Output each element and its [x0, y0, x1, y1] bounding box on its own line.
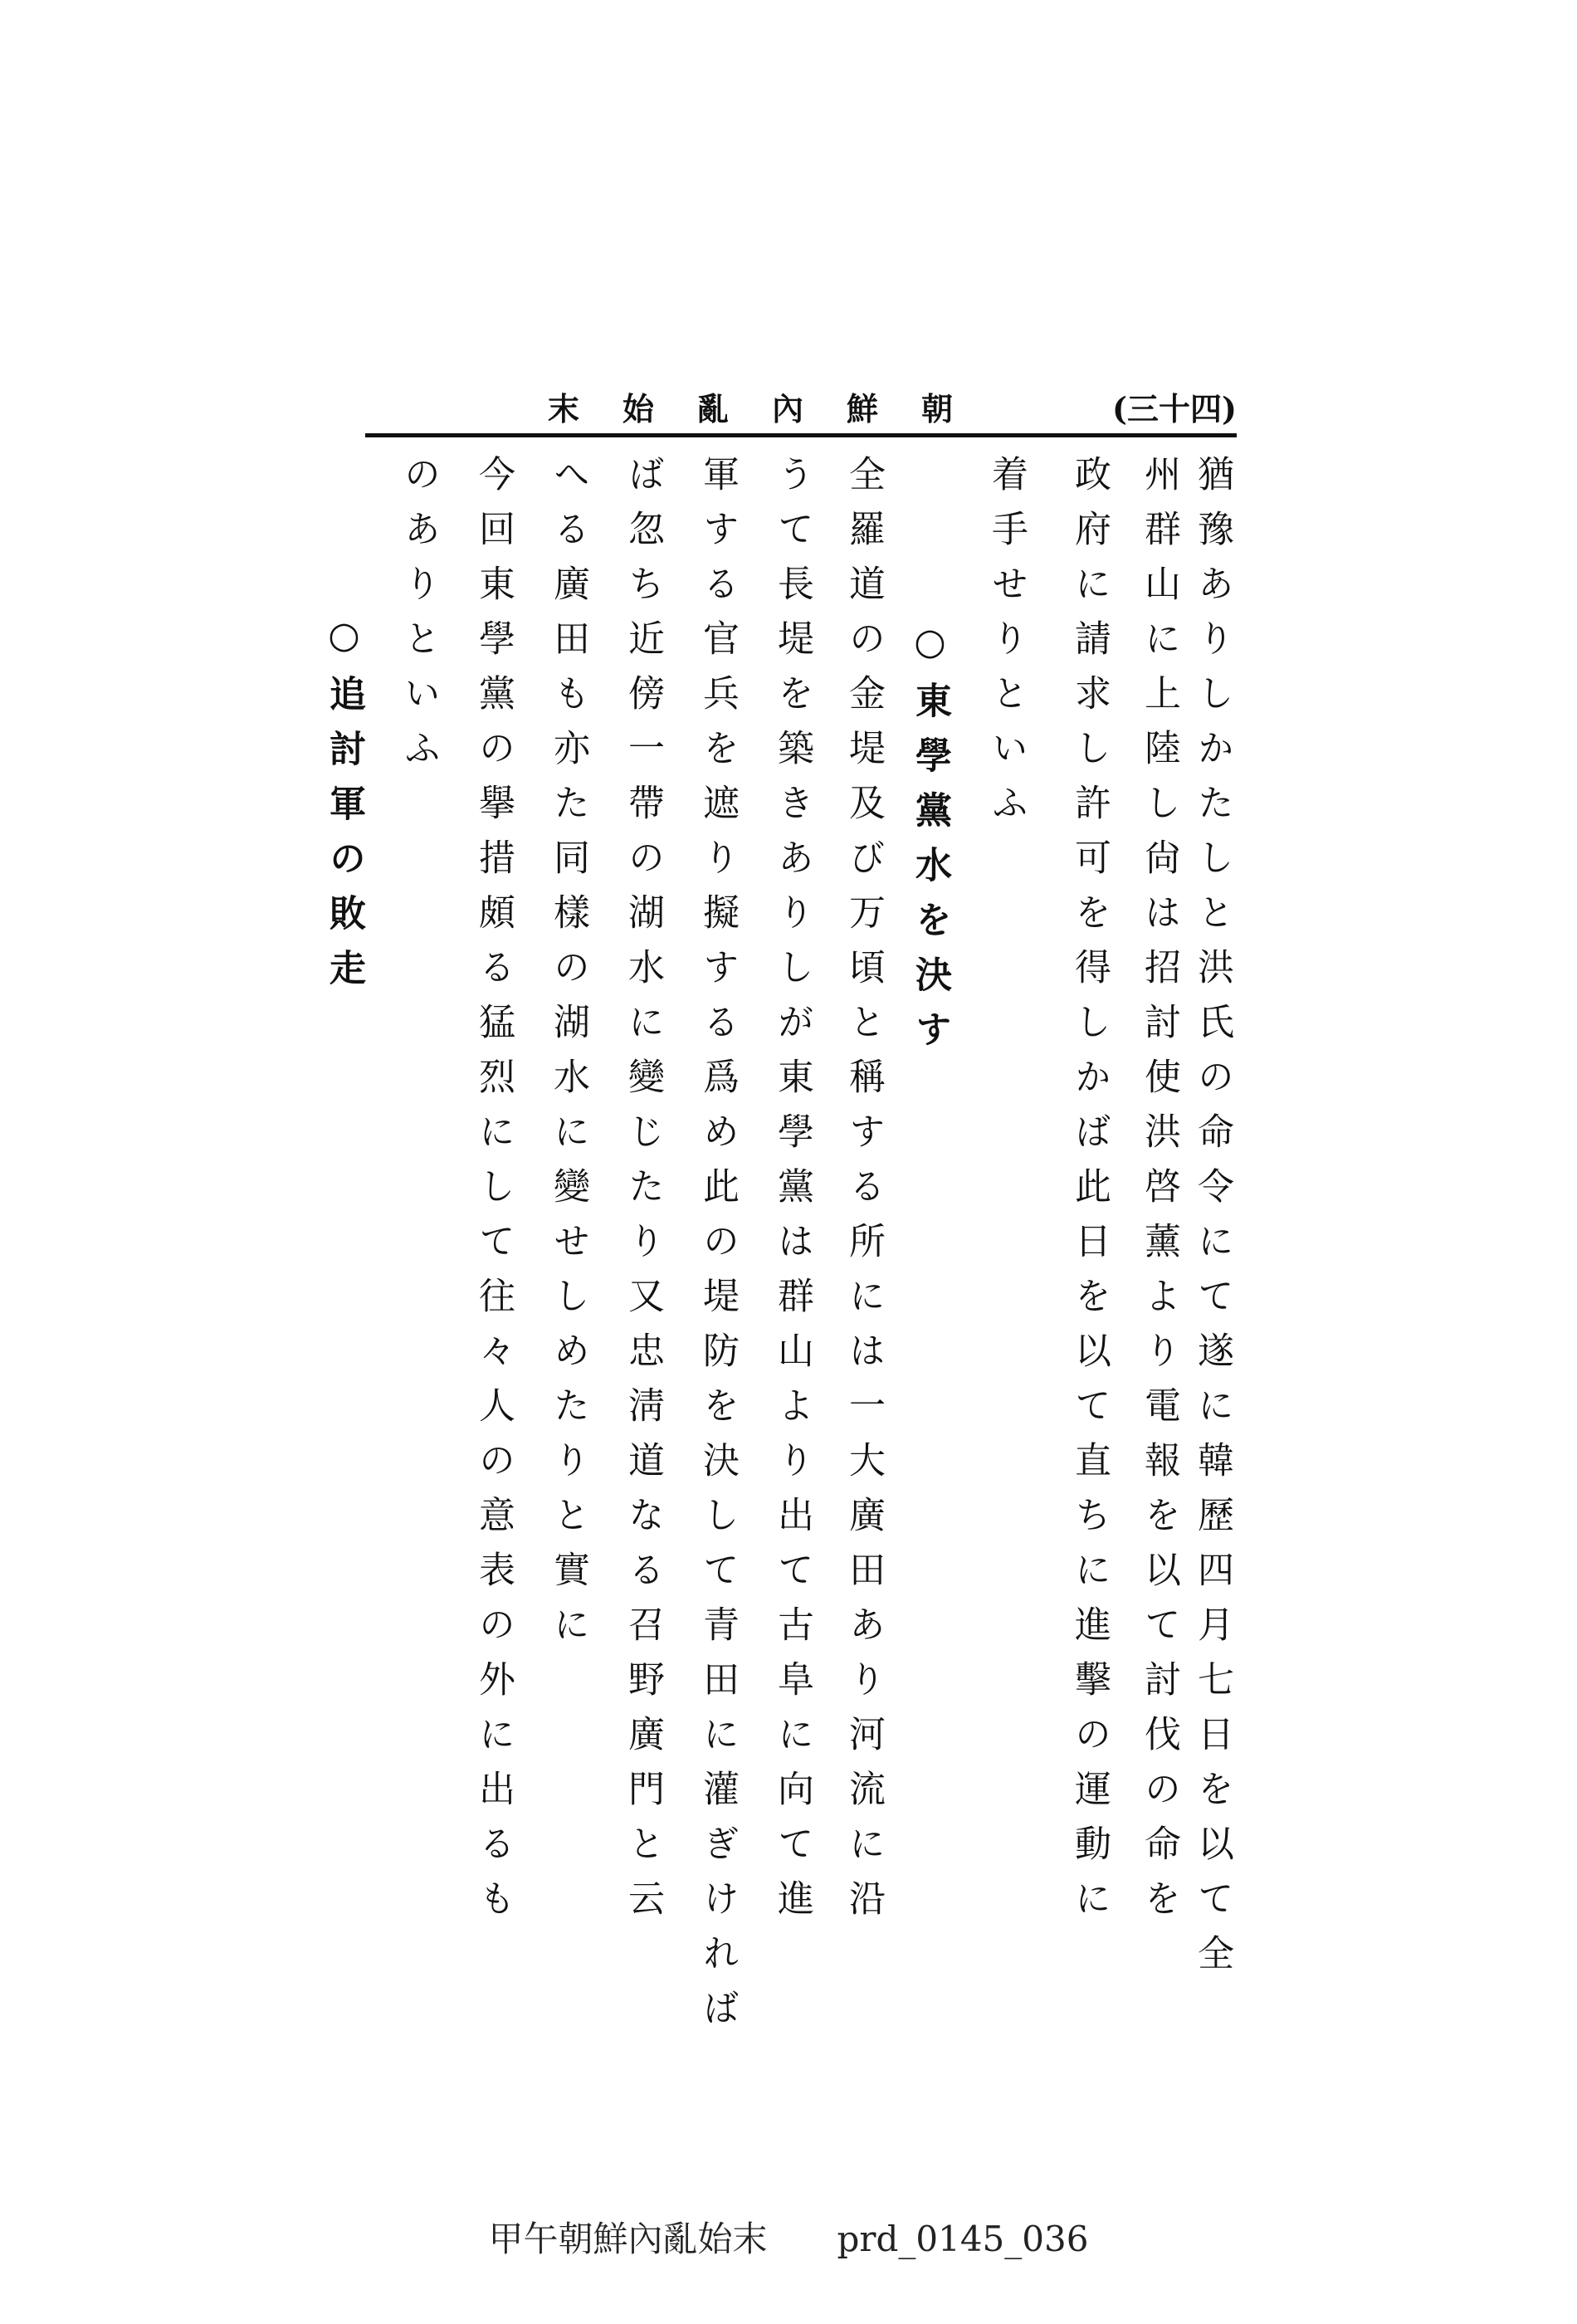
text-column: 今回東學黨の擧措頗る猛烈にして往々人の意表の外に出るも — [472, 455, 515, 1934]
text-column: へる廣田も亦た同樣の湖水に變せしめたりと實に — [547, 455, 589, 1660]
text-column: 全羅道の金堤及び万頃と稱する所には一大廣田あり河流に沿 — [842, 455, 885, 1934]
text-column: 軍する官兵を遮り擬する爲め此の堤防を決して青田に灌ぎければ — [696, 455, 739, 2043]
header-rule — [365, 433, 1237, 437]
text-column: 州群山に上陸し尙は招討使洪啓薰より電報を以て討伐の命を — [1138, 455, 1180, 1934]
running-title: 末始亂內鮮朝 — [547, 390, 996, 427]
text-column: ば忽ち近傍一帶の湖水に變じたり又忠淸道なる召野廣門と云 — [622, 455, 664, 1934]
text-column: 政府に請求し許可を得しかば此日を以て直ちに進擊の運動に — [1068, 455, 1111, 1934]
footer-caption: 甲午朝鮮內亂始末 prd_0145_036 — [488, 2219, 1089, 2259]
text-column: 猶豫ありしかたしと洪氏の命令にて遂に韓歷四月七日を以て全 — [1191, 455, 1233, 1989]
text-column: うて長堤を築きありしが東學黨は群山より出て古阜に向て進 — [771, 455, 813, 1934]
text-column: のありといふ — [398, 455, 440, 784]
page-number: (三十四) — [1112, 390, 1237, 427]
running-head — [365, 383, 1237, 433]
text-column: 着手せりといふ — [985, 455, 1028, 838]
section-heading: ○東學黨水を決す — [909, 621, 951, 1065]
section-heading: ○追討軍の敗走 — [323, 614, 365, 1003]
